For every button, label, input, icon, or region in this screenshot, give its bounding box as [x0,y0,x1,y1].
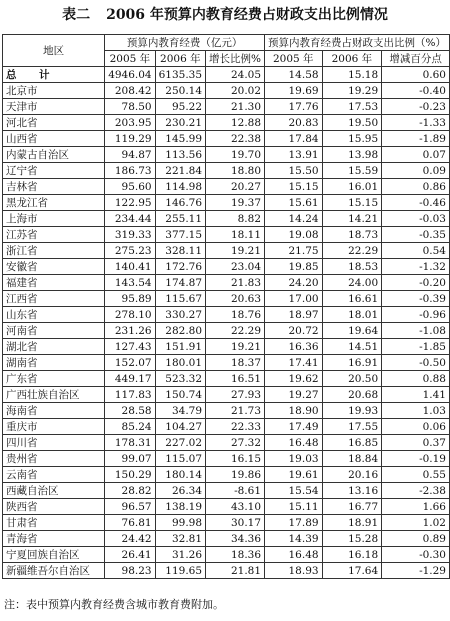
funding-2006-cell: 250.14 [155,83,205,99]
funding-2005-cell: 117.83 [105,387,155,403]
growth-cell: 19.37 [206,195,265,211]
region-cell: 总 计 [3,67,105,83]
change-cell: 1.03 [382,403,450,419]
ratio-2005-cell: 13.91 [265,147,323,163]
change-cell: -0.03 [382,211,450,227]
funding-2005-cell: 186.73 [105,163,155,179]
ratio-2006-cell: 15.15 [322,195,382,211]
table-row [3,179,450,195]
region-cell: 山西省 [3,131,105,147]
ratio-2006-cell: 17.55 [322,419,382,435]
change-cell: -0.50 [382,355,450,371]
region-cell: 河北省 [3,115,105,131]
change-cell: 1.66 [382,499,450,515]
funding-2005-cell: 28.82 [105,483,155,499]
funding-2006-cell: 328.11 [155,243,205,259]
ratio-2006-cell: 17.64 [322,563,382,579]
funding-2005-cell: 78.50 [105,99,155,115]
table-row [3,147,450,163]
funding-2006-cell: 150.74 [155,387,205,403]
region-cell: 广西壮族自治区 [3,387,105,403]
change-cell: -0.96 [382,307,450,323]
region-cell: 天津市 [3,99,105,115]
ratio-2005-cell: 17.76 [265,99,323,115]
header-row-1 [3,35,450,51]
growth-cell: 18.37 [206,355,265,371]
region-cell: 湖北省 [3,339,105,355]
table-row [3,131,450,147]
funding-2006-cell: 146.76 [155,195,205,211]
table-row [3,339,450,355]
funding-2005-cell: 278.10 [105,307,155,323]
change-cell: 0.54 [382,243,450,259]
region-cell: 西藏自治区 [3,483,105,499]
table-row [3,371,450,387]
ratio-2005-cell: 18.93 [265,563,323,579]
table-footnote: 注：表中预算内教育经费含城市教育费附加。 [4,598,224,611]
ratio-2005-cell: 18.90 [265,403,323,419]
funding-2006-cell: 180.01 [155,355,205,371]
table-row [3,483,450,499]
ratio-2006-cell: 13.98 [322,147,382,163]
change-cell: -0.39 [382,291,450,307]
education-funding-table [2,34,450,579]
change-cell: 0.37 [382,435,450,451]
funding-2005-cell: 95.89 [105,291,155,307]
change-cell: -1.85 [382,339,450,355]
growth-cell: 16.51 [206,371,265,387]
table-row [3,451,450,467]
region-cell: 青海省 [3,531,105,547]
ratio-2006-cell: 15.95 [322,131,382,147]
table-row [3,211,450,227]
ratio-2006-cell: 18.53 [322,259,382,275]
ratio-2006-cell: 16.85 [322,435,382,451]
ratio-2006-cell: 19.93 [322,403,382,419]
ratio-2006-cell: 20.50 [322,371,382,387]
ratio-2005-cell: 19.69 [265,83,323,99]
table-row [3,195,450,211]
table-row [3,563,450,579]
growth-cell: 19.21 [206,243,265,259]
ratio-2005-cell: 19.03 [265,451,323,467]
ratio-2006-cell: 15.59 [322,163,382,179]
header-ratio-2006: 2006 年 [322,51,382,67]
growth-cell: 27.32 [206,435,265,451]
funding-2005-cell: 4946.04 [105,67,155,83]
growth-cell: 30.17 [206,515,265,531]
change-cell: -0.35 [382,227,450,243]
region-cell: 河南省 [3,323,105,339]
ratio-2006-cell: 16.61 [322,291,382,307]
funding-2006-cell: 114.98 [155,179,205,195]
table-row [3,547,450,563]
header-growth: 增长比例% [206,51,265,67]
table-row [3,467,450,483]
funding-2005-cell: 208.42 [105,83,155,99]
funding-2006-cell: 34.79 [155,403,205,419]
region-cell: 江西省 [3,291,105,307]
funding-2005-cell: 203.95 [105,115,155,131]
ratio-2005-cell: 15.11 [265,499,323,515]
funding-2006-cell: 104.27 [155,419,205,435]
funding-2006-cell: 330.27 [155,307,205,323]
funding-2006-cell: 172.76 [155,259,205,275]
funding-2005-cell: 234.44 [105,211,155,227]
ratio-2006-cell: 20.68 [322,387,382,403]
ratio-2005-cell: 19.27 [265,387,323,403]
growth-cell: 21.83 [206,275,265,291]
growth-cell: 22.38 [206,131,265,147]
funding-2005-cell: 94.87 [105,147,155,163]
growth-cell: 21.73 [206,403,265,419]
change-cell: -1.33 [382,115,450,131]
growth-cell: 19.70 [206,147,265,163]
region-cell: 辽宁省 [3,163,105,179]
ratio-2005-cell: 18.97 [265,307,323,323]
ratio-2006-cell: 20.16 [322,467,382,483]
region-cell: 贵州省 [3,451,105,467]
growth-cell: 23.04 [206,259,265,275]
table-row [3,83,450,99]
funding-2006-cell: 26.34 [155,483,205,499]
growth-cell: 24.05 [206,67,265,83]
table-row [3,435,450,451]
growth-cell: 22.29 [206,323,265,339]
table-row [3,403,450,419]
funding-2006-cell: 145.99 [155,131,205,147]
growth-cell: 43.10 [206,499,265,515]
funding-2005-cell: 231.26 [105,323,155,339]
table-row [3,275,450,291]
funding-2005-cell: 96.57 [105,499,155,515]
growth-cell: 21.81 [206,563,265,579]
header-funding-group: 预算内教育经费（亿元） [105,35,265,51]
table-caption: 2006 年预算内教育经费占财政支出比例情况 [106,7,388,23]
region-cell: 北京市 [3,83,105,99]
funding-2006-cell: 115.67 [155,291,205,307]
ratio-2006-cell: 16.18 [322,547,382,563]
table-row [3,227,450,243]
funding-2005-cell: 150.29 [105,467,155,483]
change-cell: 1.02 [382,515,450,531]
change-cell: -0.30 [382,547,450,563]
ratio-2006-cell: 19.50 [322,115,382,131]
growth-cell: -8.61 [206,483,265,499]
region-cell: 海南省 [3,403,105,419]
table-row [3,355,450,371]
ratio-2005-cell: 17.41 [265,355,323,371]
ratio-2005-cell: 14.39 [265,531,323,547]
change-cell: 0.06 [382,419,450,435]
ratio-2006-cell: 16.01 [322,179,382,195]
funding-2005-cell: 99.07 [105,451,155,467]
table-row [3,99,450,115]
header-funding-2006: 2006 年 [155,51,205,67]
funding-2006-cell: 282.80 [155,323,205,339]
growth-cell: 34.36 [206,531,265,547]
ratio-2005-cell: 17.89 [265,515,323,531]
ratio-2006-cell: 14.21 [322,211,382,227]
region-cell: 重庆市 [3,419,105,435]
table-row [3,291,450,307]
funding-2006-cell: 227.02 [155,435,205,451]
growth-cell: 12.88 [206,115,265,131]
growth-cell: 18.80 [206,163,265,179]
region-cell: 福建省 [3,275,105,291]
region-cell: 浙江省 [3,243,105,259]
table-row [3,163,450,179]
funding-2006-cell: 255.11 [155,211,205,227]
table-row [3,419,450,435]
change-cell: 0.55 [382,467,450,483]
growth-cell: 18.36 [206,547,265,563]
funding-2006-cell: 523.32 [155,371,205,387]
funding-2005-cell: 178.31 [105,435,155,451]
ratio-2006-cell: 19.64 [322,323,382,339]
change-cell: -0.20 [382,275,450,291]
growth-cell: 16.15 [206,451,265,467]
header-ratio-group: 预算内教育经费占财政支出比例（%） [265,35,450,51]
ratio-2005-cell: 20.72 [265,323,323,339]
change-cell: -0.46 [382,195,450,211]
ratio-2005-cell: 17.49 [265,419,323,435]
funding-2006-cell: 115.07 [155,451,205,467]
total-row [3,67,450,83]
table-row [3,243,450,259]
change-cell: 0.09 [382,163,450,179]
funding-2006-cell: 138.19 [155,499,205,515]
ratio-2005-cell: 16.36 [265,339,323,355]
funding-2006-cell: 32.81 [155,531,205,547]
region-cell: 安徽省 [3,259,105,275]
ratio-2005-cell: 20.83 [265,115,323,131]
funding-2005-cell: 26.41 [105,547,155,563]
table-row [3,531,450,547]
table-row [3,323,450,339]
funding-2006-cell: 31.26 [155,547,205,563]
change-cell: 0.88 [382,371,450,387]
ratio-2006-cell: 15.18 [322,67,382,83]
ratio-2005-cell: 19.61 [265,467,323,483]
table-row [3,499,450,515]
region-cell: 黑龙江省 [3,195,105,211]
ratio-2005-cell: 15.15 [265,179,323,195]
ratio-2005-cell: 19.85 [265,259,323,275]
growth-cell: 19.86 [206,467,265,483]
change-cell: -1.89 [382,131,450,147]
change-cell: -1.29 [382,563,450,579]
growth-cell: 8.82 [206,211,265,227]
region-cell: 上海市 [3,211,105,227]
header-region: 地区 [3,35,105,67]
table-row [3,515,450,531]
change-cell: 0.89 [382,531,450,547]
funding-2006-cell: 230.21 [155,115,205,131]
change-cell: -1.32 [382,259,450,275]
header-ratio-2005: 2005 年 [265,51,323,67]
ratio-2006-cell: 16.91 [322,355,382,371]
region-cell: 山东省 [3,307,105,323]
region-cell: 四川省 [3,435,105,451]
ratio-2006-cell: 18.73 [322,227,382,243]
header-funding-2005: 2005 年 [105,51,155,67]
funding-2005-cell: 85.24 [105,419,155,435]
growth-cell: 20.63 [206,291,265,307]
region-cell: 陕西省 [3,499,105,515]
funding-2005-cell: 319.33 [105,227,155,243]
region-cell: 新疆维吾尔自治区 [3,563,105,579]
region-cell: 江苏省 [3,227,105,243]
ratio-2006-cell: 24.00 [322,275,382,291]
funding-2006-cell: 221.84 [155,163,205,179]
funding-2005-cell: 76.81 [105,515,155,531]
table-row [3,307,450,323]
funding-2006-cell: 99.98 [155,515,205,531]
funding-2005-cell: 143.54 [105,275,155,291]
growth-cell: 18.11 [206,227,265,243]
funding-2006-cell: 119.65 [155,563,205,579]
region-cell: 内蒙古自治区 [3,147,105,163]
ratio-2005-cell: 21.75 [265,243,323,259]
funding-2005-cell: 449.17 [105,371,155,387]
funding-2005-cell: 152.07 [105,355,155,371]
ratio-2006-cell: 17.53 [322,99,382,115]
funding-2005-cell: 95.60 [105,179,155,195]
ratio-2005-cell: 14.24 [265,211,323,227]
ratio-2006-cell: 18.01 [322,307,382,323]
growth-cell: 21.30 [206,99,265,115]
growth-cell: 27.93 [206,387,265,403]
ratio-2006-cell: 16.77 [322,499,382,515]
region-cell: 湖南省 [3,355,105,371]
funding-2005-cell: 127.43 [105,339,155,355]
ratio-2006-cell: 15.28 [322,531,382,547]
change-cell: -1.08 [382,323,450,339]
funding-2005-cell: 275.23 [105,243,155,259]
table-row [3,259,450,275]
ratio-2005-cell: 14.58 [265,67,323,83]
table-title [0,4,450,26]
table-number: 表二 [62,7,91,23]
region-cell: 甘肃省 [3,515,105,531]
ratio-2005-cell: 16.48 [265,435,323,451]
table-row [3,115,450,131]
funding-2006-cell: 113.56 [155,147,205,163]
ratio-2005-cell: 24.20 [265,275,323,291]
ratio-2005-cell: 19.08 [265,227,323,243]
growth-cell: 22.33 [206,419,265,435]
change-cell: 0.07 [382,147,450,163]
funding-2006-cell: 180.14 [155,467,205,483]
funding-2006-cell: 151.91 [155,339,205,355]
ratio-2006-cell: 22.29 [322,243,382,259]
change-cell: 0.86 [382,179,450,195]
funding-2006-cell: 95.22 [155,99,205,115]
growth-cell: 18.76 [206,307,265,323]
change-cell: 0.60 [382,67,450,83]
region-cell: 云南省 [3,467,105,483]
funding-2006-cell: 6135.35 [155,67,205,83]
change-cell: 1.41 [382,387,450,403]
growth-cell: 20.27 [206,179,265,195]
growth-cell: 20.02 [206,83,265,99]
ratio-2005-cell: 19.62 [265,371,323,387]
ratio-2005-cell: 15.54 [265,483,323,499]
change-cell: -0.23 [382,99,450,115]
ratio-2006-cell: 13.16 [322,483,382,499]
region-cell: 宁夏回族自治区 [3,547,105,563]
funding-2006-cell: 377.15 [155,227,205,243]
ratio-2006-cell: 14.51 [322,339,382,355]
region-cell: 吉林省 [3,179,105,195]
funding-2005-cell: 98.23 [105,563,155,579]
header-change: 增减百分点 [382,51,450,67]
ratio-2006-cell: 19.29 [322,83,382,99]
funding-2005-cell: 140.41 [105,259,155,275]
ratio-2005-cell: 17.84 [265,131,323,147]
ratio-2005-cell: 17.00 [265,291,323,307]
ratio-2006-cell: 18.91 [322,515,382,531]
change-cell: -0.19 [382,451,450,467]
change-cell: -2.38 [382,483,450,499]
change-cell: -0.40 [382,83,450,99]
ratio-2005-cell: 15.61 [265,195,323,211]
funding-2005-cell: 24.42 [105,531,155,547]
funding-2006-cell: 174.87 [155,275,205,291]
funding-2005-cell: 122.95 [105,195,155,211]
growth-cell: 19.21 [206,339,265,355]
ratio-2005-cell: 16.48 [265,547,323,563]
region-cell: 广东省 [3,371,105,387]
ratio-2005-cell: 15.50 [265,163,323,179]
funding-2005-cell: 28.58 [105,403,155,419]
table-row [3,387,450,403]
ratio-2006-cell: 18.84 [322,451,382,467]
funding-2005-cell: 119.29 [105,131,155,147]
